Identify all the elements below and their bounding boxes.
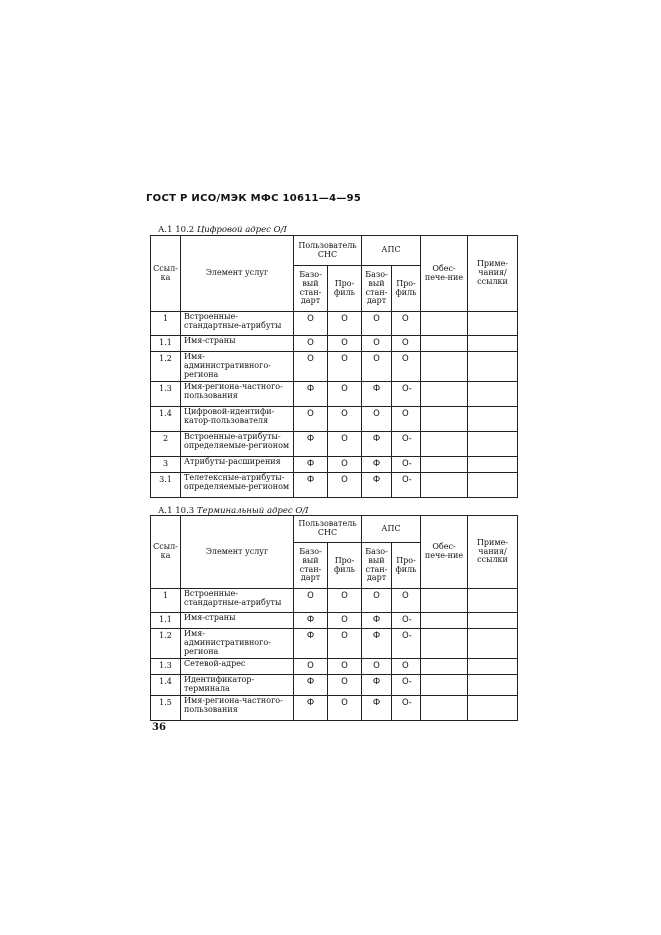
header-base-standard: Базо-вый стан-дарт bbox=[362, 266, 392, 312]
row-element: Телетексные-атрибуты-определяемые-регионом bbox=[181, 472, 294, 497]
row-ref: 2 bbox=[151, 431, 181, 456]
row-user-profile: О bbox=[328, 336, 362, 352]
row-aps-profile: О bbox=[392, 589, 421, 613]
row-support bbox=[421, 381, 468, 406]
header-base-standard: Базо-вый стан-дарт bbox=[294, 266, 328, 312]
row-element: Имя-административного-региона bbox=[181, 352, 294, 382]
row-element: Имя-страны bbox=[181, 613, 294, 629]
row-aps-base-standard: О bbox=[362, 312, 392, 336]
row-aps-base-standard: Ф bbox=[362, 472, 392, 497]
row-aps-base-standard: О bbox=[362, 406, 392, 431]
row-user-profile: О bbox=[328, 589, 362, 613]
row-notes bbox=[468, 629, 518, 659]
row-notes bbox=[468, 695, 518, 720]
header-notes: Приме-чания/ ссылки bbox=[468, 516, 518, 589]
header-base-standard: Базо-вый стан-дарт bbox=[294, 543, 328, 589]
header-support: Обес-пече-ние bbox=[421, 516, 468, 589]
row-aps-profile: О bbox=[392, 658, 421, 674]
row-ref: 3.1 bbox=[151, 472, 181, 497]
row-ref: 1.4 bbox=[151, 406, 181, 431]
row-aps-profile: О- bbox=[392, 381, 421, 406]
row-aps-base-standard: Ф bbox=[362, 695, 392, 720]
header-profile: Про-филь bbox=[328, 266, 362, 312]
table-row bbox=[151, 381, 518, 406]
row-user-base-standard: Ф bbox=[294, 456, 328, 472]
row-ref: 1.1 bbox=[151, 613, 181, 629]
row-user-base-standard: О bbox=[294, 406, 328, 431]
row-element: Имя-региона-частного-пользования bbox=[181, 381, 294, 406]
row-aps-profile: О- bbox=[392, 472, 421, 497]
header-group-user: Пользователь СНС bbox=[294, 516, 362, 543]
row-user-profile: О bbox=[328, 695, 362, 720]
row-user-base-standard: Ф bbox=[294, 629, 328, 659]
row-aps-profile: О- bbox=[392, 456, 421, 472]
row-user-base-standard: О bbox=[294, 312, 328, 336]
row-notes bbox=[468, 352, 518, 382]
row-ref: 3 bbox=[151, 456, 181, 472]
row-support bbox=[421, 431, 468, 456]
row-support bbox=[421, 613, 468, 629]
table-2 bbox=[150, 515, 518, 721]
row-notes bbox=[468, 674, 518, 695]
row-user-profile: О bbox=[328, 312, 362, 336]
header-base-standard: Базо-вый стан-дарт bbox=[362, 543, 392, 589]
table-row bbox=[151, 352, 518, 382]
row-aps-base-standard: О bbox=[362, 352, 392, 382]
table-row bbox=[151, 613, 518, 629]
table-row bbox=[151, 695, 518, 720]
table-1 bbox=[150, 235, 518, 498]
row-user-base-standard: О bbox=[294, 658, 328, 674]
table-1-caption-name: Цифровой адрес О/I bbox=[196, 225, 287, 235]
row-aps-base-standard: О bbox=[362, 336, 392, 352]
row-user-profile: О bbox=[328, 472, 362, 497]
row-ref: 1 bbox=[151, 589, 181, 613]
page-header: ГОСТ Р ИСО/МЭК МФС 10611—4—95 bbox=[146, 193, 362, 204]
row-user-profile: О bbox=[328, 658, 362, 674]
row-notes bbox=[468, 613, 518, 629]
header-profile: Про-филь bbox=[328, 543, 362, 589]
row-aps-profile: О bbox=[392, 352, 421, 382]
row-ref: 1 bbox=[151, 312, 181, 336]
row-notes bbox=[468, 658, 518, 674]
page-number: 36 bbox=[152, 722, 166, 733]
row-notes bbox=[468, 431, 518, 456]
table-row bbox=[151, 658, 518, 674]
row-element: Имя-региона-частного-пользования bbox=[181, 695, 294, 720]
row-aps-profile: О- bbox=[392, 629, 421, 659]
row-user-profile: О bbox=[328, 674, 362, 695]
header-group-aps: АПС bbox=[362, 236, 421, 266]
row-aps-profile: О- bbox=[392, 674, 421, 695]
row-aps-base-standard: О bbox=[362, 658, 392, 674]
row-ref: 1.2 bbox=[151, 629, 181, 659]
row-ref: 1.2 bbox=[151, 352, 181, 382]
row-aps-base-standard: Ф bbox=[362, 456, 392, 472]
row-aps-base-standard: Ф bbox=[362, 381, 392, 406]
row-support bbox=[421, 406, 468, 431]
row-support bbox=[421, 472, 468, 497]
row-aps-base-standard: Ф bbox=[362, 674, 392, 695]
row-element: Имя-страны bbox=[181, 336, 294, 352]
row-element: Имя-административного-региона bbox=[181, 629, 294, 659]
row-element: Идентификатор-терминала bbox=[181, 674, 294, 695]
row-element: Сетевой-адрес bbox=[181, 658, 294, 674]
row-user-profile: О bbox=[328, 352, 362, 382]
row-user-profile: О bbox=[328, 613, 362, 629]
row-user-profile: О bbox=[328, 431, 362, 456]
row-element: Встроенные-атрибуты-определяемые-регионом bbox=[181, 431, 294, 456]
row-ref: 1.5 bbox=[151, 695, 181, 720]
row-support bbox=[421, 352, 468, 382]
row-aps-profile: О bbox=[392, 406, 421, 431]
table-row bbox=[151, 456, 518, 472]
row-ref: 1.3 bbox=[151, 658, 181, 674]
table-row bbox=[151, 674, 518, 695]
row-element: Встроенные-стандартные-атрибуты bbox=[181, 312, 294, 336]
row-support bbox=[421, 629, 468, 659]
row-user-profile: О bbox=[328, 456, 362, 472]
header-group-aps: АПС bbox=[362, 516, 421, 543]
table-row bbox=[151, 431, 518, 456]
table-row bbox=[151, 629, 518, 659]
row-user-base-standard: О bbox=[294, 336, 328, 352]
row-support bbox=[421, 312, 468, 336]
row-aps-profile: О- bbox=[392, 431, 421, 456]
row-aps-profile: О bbox=[392, 336, 421, 352]
row-aps-base-standard: Ф bbox=[362, 431, 392, 456]
row-support bbox=[421, 456, 468, 472]
row-notes bbox=[468, 381, 518, 406]
row-user-base-standard: Ф bbox=[294, 613, 328, 629]
row-element: Цифровой-идентифи-катор-пользователя bbox=[181, 406, 294, 431]
header-element: Элемент услуг bbox=[181, 236, 294, 312]
row-notes bbox=[468, 456, 518, 472]
header-support: Обес-пече-ние bbox=[421, 236, 468, 312]
row-user-base-standard: Ф bbox=[294, 431, 328, 456]
table-row bbox=[151, 406, 518, 431]
row-support bbox=[421, 695, 468, 720]
row-support bbox=[421, 589, 468, 613]
row-ref: 1.4 bbox=[151, 674, 181, 695]
row-ref: 1.3 bbox=[151, 381, 181, 406]
row-aps-base-standard: Ф bbox=[362, 613, 392, 629]
row-user-base-standard: О bbox=[294, 352, 328, 382]
table-2-caption-number: А.1 10.3 bbox=[158, 506, 195, 516]
row-user-base-standard: Ф bbox=[294, 472, 328, 497]
table-row bbox=[151, 589, 518, 613]
row-user-profile: О bbox=[328, 381, 362, 406]
row-notes bbox=[468, 336, 518, 352]
row-support bbox=[421, 336, 468, 352]
row-aps-profile: О- bbox=[392, 695, 421, 720]
row-element: Встроенные-стандартные-атрибуты bbox=[181, 589, 294, 613]
table-row bbox=[151, 472, 518, 497]
row-aps-base-standard: Ф bbox=[362, 629, 392, 659]
row-notes bbox=[468, 472, 518, 497]
header-group-user: Пользователь СНС bbox=[294, 236, 362, 266]
table-1-caption bbox=[158, 225, 287, 235]
row-element: Атрибуты-расширения bbox=[181, 456, 294, 472]
table-row bbox=[151, 312, 518, 336]
row-user-base-standard: Ф bbox=[294, 381, 328, 406]
row-notes bbox=[468, 312, 518, 336]
table-1-caption-number: А.1 10.2 bbox=[158, 225, 195, 235]
row-aps-base-standard: О bbox=[362, 589, 392, 613]
row-notes bbox=[468, 406, 518, 431]
row-user-base-standard: Ф bbox=[294, 674, 328, 695]
header-ref: Ссыл-ка bbox=[151, 236, 181, 312]
row-ref: 1.1 bbox=[151, 336, 181, 352]
header-profile: Про-филь bbox=[392, 266, 421, 312]
row-user-base-standard: Ф bbox=[294, 695, 328, 720]
row-aps-profile: О- bbox=[392, 613, 421, 629]
header-element: Элемент услуг bbox=[181, 516, 294, 589]
row-aps-profile: О bbox=[392, 312, 421, 336]
header-profile: Про-филь bbox=[392, 543, 421, 589]
row-support bbox=[421, 658, 468, 674]
row-notes bbox=[468, 589, 518, 613]
table-row bbox=[151, 336, 518, 352]
row-user-profile: О bbox=[328, 406, 362, 431]
table-2-caption-name: Терминальный адрес О/I bbox=[196, 506, 309, 516]
row-user-base-standard: О bbox=[294, 589, 328, 613]
header-ref: Ссыл-ка bbox=[151, 516, 181, 589]
row-user-profile: О bbox=[328, 629, 362, 659]
header-notes: Приме-чания/ ссылки bbox=[468, 236, 518, 312]
row-support bbox=[421, 674, 468, 695]
